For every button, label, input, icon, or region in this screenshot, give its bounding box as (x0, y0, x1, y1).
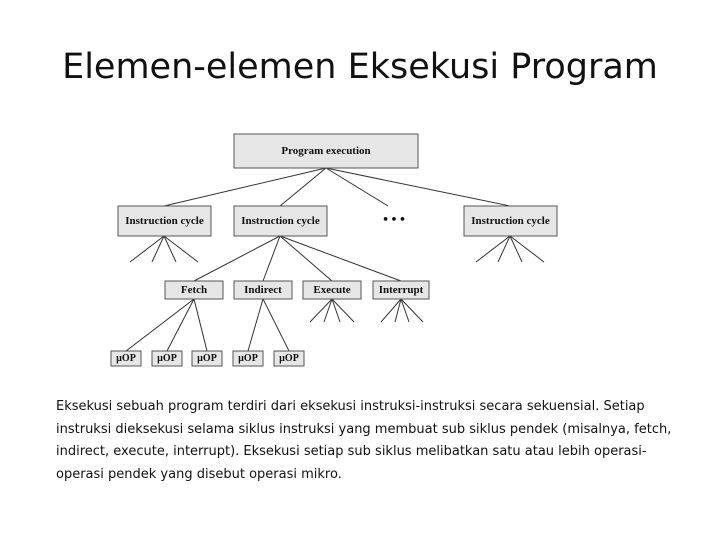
ic3-connectors (476, 236, 544, 262)
subcycle-execute-node (303, 281, 361, 299)
connector-stub (324, 299, 332, 322)
ic2-connectors (194, 236, 401, 281)
page-title: Elemen-elemen Eksekusi Program (62, 47, 658, 87)
connector-root-ic3 (326, 168, 510, 206)
description-paragraph: Eksekusi sebuah program terdiri dari eksekusi instruksi-instruksi secara sekuensial. Setiap instruksi dieksekusi selama siklus instruksi yang membuat sub siklus pendek (misalnya, fetch, indirect, execute, interrupt). Eksekusi setiap sub siklus melibatkan satu atau lebih operasi-operasi pendek yang disebut operasi mikro. (56, 399, 672, 482)
connector-stub (498, 236, 510, 262)
subcycle-fetch-label: Fetch (180, 284, 208, 296)
fetch-connectors (126, 299, 207, 351)
instruction-cycle-label: Instruction cycle (241, 215, 320, 227)
connector-indirect-uop5 (263, 299, 289, 351)
micro-op-label: µOP (279, 353, 299, 364)
micro-op-label: µOP (197, 353, 217, 364)
connector-fetch-uop2 (167, 299, 194, 351)
connector-root-ic1 (164, 168, 326, 206)
connector-indirect-uop4 (248, 299, 263, 351)
indirect-connectors (248, 299, 289, 351)
connector-stub (310, 299, 332, 322)
instruction-cycle-node-2 (234, 206, 327, 236)
micro-op-node-5 (274, 351, 304, 366)
ic1-connectors (130, 236, 198, 262)
connector-stub (332, 299, 354, 322)
micro-op-node-3 (192, 351, 222, 366)
micro-op-label: µOP (157, 353, 177, 364)
connector-stub (164, 236, 176, 262)
micro-op-label: µOP (238, 353, 258, 364)
execute-connectors (310, 299, 354, 322)
instruction-cycle-label: Instruction cycle (471, 215, 550, 227)
instruction-cycle-node-3 (464, 206, 557, 236)
micro-op-node-2 (152, 351, 182, 366)
connector-ic2-fetch (194, 236, 280, 281)
subcycle-interrupt-label: Interrupt (378, 284, 424, 296)
connector-stub (401, 299, 423, 322)
instruction-cycle-node-1 (118, 206, 211, 236)
program-execution-label: Program execution (281, 145, 371, 157)
connector-stub (401, 299, 409, 322)
instruction-cycle-label: Instruction cycle (125, 215, 204, 227)
connector-fetch-uop1 (126, 299, 194, 351)
connector-ic2-execute (280, 236, 332, 281)
connector-fetch-uop3 (194, 299, 207, 351)
ellipsis-label: • • • (383, 212, 405, 228)
connector-stub (510, 236, 522, 262)
interrupt-connectors (381, 299, 423, 322)
connector-stub (510, 236, 544, 262)
subcycle-fetch-node (165, 281, 223, 299)
connector-stub (332, 299, 340, 322)
micro-op-node-1 (111, 351, 141, 366)
subcycle-indirect-label: Indirect (244, 284, 282, 296)
micro-op-node-4 (233, 351, 263, 366)
program-execution-node (234, 134, 418, 168)
connector-root-ellipsis (326, 168, 388, 206)
micro-op-label: µOP (116, 353, 136, 364)
connector-stub (130, 236, 164, 262)
subcycle-execute-label: Execute (313, 284, 351, 296)
connector-stub (164, 236, 198, 262)
subcycle-interrupt-node (373, 281, 429, 299)
connector-ic2-indirect (263, 236, 280, 281)
root-connectors (164, 168, 510, 206)
instruction-cycle-ellipsis (383, 213, 405, 228)
subcycle-indirect-node (234, 281, 292, 299)
connector-stub (476, 236, 510, 262)
connector-ic2-interrupt (280, 236, 401, 281)
connector-stub (152, 236, 164, 262)
